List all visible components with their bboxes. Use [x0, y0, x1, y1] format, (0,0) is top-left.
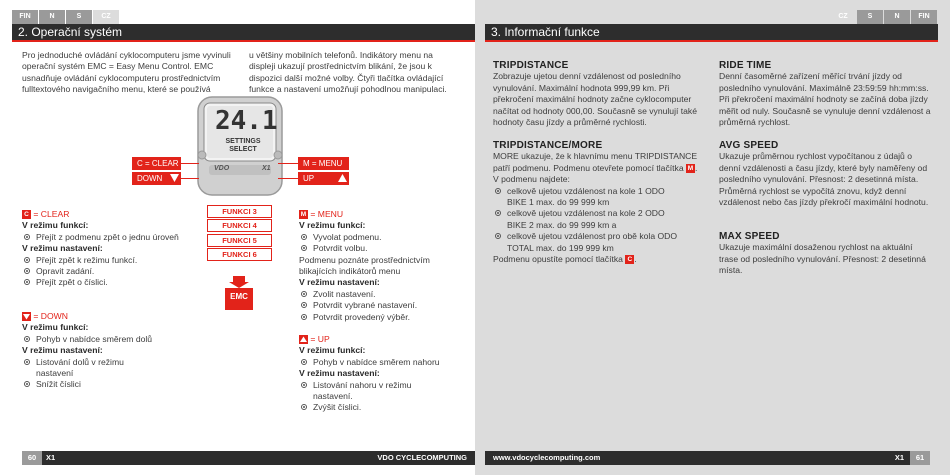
list-item: Zvolit nastavení. [299, 289, 469, 300]
down-section [22, 311, 192, 391]
down-set-heading: V režimu nastavení: [22, 345, 103, 356]
avgspeed-section [719, 140, 931, 208]
clear-func-list [22, 232, 192, 243]
tripdistance-heading: TRIPDISTANCE [493, 60, 569, 71]
menu-func-heading: V režimu funkcí: [299, 220, 366, 231]
arrow-down-icon [170, 174, 179, 183]
down-func-list [22, 334, 192, 345]
avgspeed-heading: AVG SPEED [719, 140, 779, 151]
tripmore-section: TRIPDISTANCE/MORE MORE ukazuje, že k hlavnímu menu TRIPDISTANCE patří podmenu. Podmenu otevřete pomocí tlačítka M . V podmenu najdete: celkově ujetou vzdálenost na kole 1 ODO BIKE 1 max. do 99 999 km celkově ujetou vzdálenost na kole 2 ODO BIKE 2 max. do 99 999 km a celkově ujetou vzdálenost pro obě kola ODO TOTAL max. do 199 999 km Podmenu opustíte pomocí tlačítka C . [493, 140, 705, 265]
ridetime-text: Denní časoměrné zařízení měřící trvání jízdy od posledního vynulování. Maximálně 23:59:59 hh:mm:ss. Při překročení maximální hodnoty se začíná doba jízdy měřit od nuly. Současně se vynuluje denní vzdálenost a průměrná rychlost. [719, 71, 931, 128]
device-brand: VDO [214, 165, 230, 172]
emc-logo-text: EMC [230, 292, 248, 301]
avgspeed-text: Ukazuje průměrnou rychlost vypočítanou z údajů o denní vzdálenosti a času jízdy, které byly naměřeny od posledního vynulování. Přesnost: 2 desetinná místa. Průměrná rychlost se vypočítá znovu, když denní vzdálenost nebo čas jízdy překročí maximální hodnotu. [719, 151, 929, 208]
maxspeed-text: Ukazuje maximální dosaženou rychlost na aktuální trase od posledního vynulování. Přesnost: 2 desetinná místa. [719, 242, 926, 276]
page-number-left: 60 [22, 451, 42, 465]
menu-set-heading: V režimu nastavení: [299, 277, 380, 288]
language-tabs-left [12, 10, 120, 24]
tab-cz[interactable]: CZ [93, 10, 119, 24]
language-tabs-right [830, 10, 938, 24]
list-item: celkově ujetou vzdálenost na kole 1 ODO BIKE 1 max. do 99 999 km [493, 186, 683, 209]
footer-bar-right [485, 451, 910, 465]
down-button-icon [22, 312, 31, 321]
list-item: celkově ujetou vzdálenost pro obě kola ODO TOTAL max. do 199 999 km [493, 231, 683, 254]
up-set-heading: V režimu nastavení: [299, 368, 380, 379]
tab-fin[interactable]: FIN [12, 10, 38, 24]
tab-cz[interactable]: CZ [830, 10, 856, 24]
footer-brand: VDO CYCLECOMPUTING [377, 453, 467, 462]
menu-heading: = MENU [310, 209, 344, 219]
m-button-icon: M [300, 211, 307, 219]
tripmore-text2: V podmenu najdete: [493, 174, 570, 185]
up-func-heading: V režimu funkcí: [299, 345, 366, 356]
funkci-6-box: FUNKCI 6 [207, 248, 272, 261]
list-item: Potvrdit volbu. [299, 243, 469, 254]
clear-func-heading: V režimu funkcí: [22, 220, 89, 231]
m-menu-label: M = MENU [298, 157, 349, 170]
maxspeed-heading: MAX SPEED [719, 231, 780, 242]
c-clear-label: C = CLEAR [132, 157, 181, 170]
tab-n[interactable]: N [39, 10, 65, 24]
list-item: celkově ujetou vzdálenost na kole 2 ODO BIKE 2 max. do 99 999 km a [493, 208, 683, 231]
footer-bar-left [42, 451, 475, 465]
up-heading: = UP [310, 334, 330, 344]
down-label-text: DOWN [137, 174, 163, 183]
funkci-3-box: FUNKCI 3 [207, 205, 272, 218]
tripmore-text1: MORE ukazuje, že k hlavnímu menu TRIPDISTANCE patří podmenu. Podmenu otevřete pomocí tlačítka [493, 151, 698, 173]
down-set-list [22, 357, 142, 391]
intro-text-col2: u většiny mobilních telefonů. Indikátory menu na displeji ukazují prostřednictvím blikání, že jsou k dispozici další možné volby. Čtyři tlačítka ovládající funkce a nastavení umožňují pohodlnou manipulaci. [249, 50, 447, 95]
maxspeed-section [719, 231, 931, 277]
up-set-list [299, 380, 429, 414]
up-label-text: UP [303, 174, 315, 183]
list-item: Vyvolat podmenu. [299, 232, 469, 243]
page-number-right: 61 [910, 451, 930, 465]
section-title-right: 3. Informační funkce [485, 24, 938, 40]
ridetime-heading: RIDE TIME [719, 60, 772, 71]
tab-fin[interactable]: FIN [911, 10, 937, 24]
funkci-4-box: FUNKCI 4 [207, 219, 272, 232]
down-func-heading: V režimu funkcí: [22, 322, 89, 333]
tab-s[interactable]: S [66, 10, 92, 24]
list-item: Přejít zpět o číslici. [22, 277, 192, 288]
menu-note: Podmenu poznáte prostřednictvím blikajících indikátorů menu [299, 254, 430, 277]
list-item: Pohyb v nabídce směrem dolů [22, 334, 192, 345]
tripmore-heading: TRIPDISTANCE/MORE [493, 140, 603, 151]
list-item: Opravit zadání. [22, 266, 192, 277]
list-item: Snížit číslici [22, 379, 142, 390]
leader-line [278, 178, 298, 179]
tripdistance-text: Zobrazuje ujetou denní vzdálenost od posledního vynulování. Maximální hodnota 999,99 km. Při překročení maximální hodnoty začne cyklocomputer načítat od hodnoty 000,00. Současně se vynulují také hodnoty času jízdy a průměrné rychlosti. [493, 71, 698, 128]
list-item: Přejít z podmenu zpět o jednu úroveň [22, 232, 192, 243]
m-button-icon: M [687, 165, 694, 173]
device-display-value: 24.1 [215, 106, 278, 136]
ridetime-section [719, 60, 931, 128]
footer-model-right: X1 [894, 453, 904, 462]
list-item: Pohyb v nabídce směrem nahoru [299, 357, 469, 368]
clear-set-heading: V režimu nastavení: [22, 243, 103, 254]
leader-line [181, 178, 199, 179]
list-item: Potvrdit provedený výběr. [299, 312, 469, 323]
list-item: Zvýšit číslici. [299, 402, 429, 413]
tripdistance-section [493, 60, 705, 128]
leader-line [181, 163, 199, 164]
clear-section [22, 209, 192, 289]
footer-url[interactable]: www.vdocyclecomputing.com [493, 453, 601, 462]
menu-section [299, 209, 469, 323]
down-heading: = DOWN [33, 311, 69, 321]
section-title-left: 2. Operační systém [12, 24, 475, 40]
c-button-icon: C [22, 210, 31, 219]
arrow-up-icon [338, 174, 347, 183]
tripmore-list [493, 186, 683, 254]
menu-set-list [299, 289, 469, 323]
header-divider [12, 40, 475, 42]
tab-n[interactable]: N [884, 10, 910, 24]
list-item: Přejít zpět k režimu funkcí. [22, 255, 192, 266]
clear-heading: = CLEAR [33, 209, 70, 219]
footer-model-left: X1 [46, 453, 56, 462]
device-model: X1 [262, 165, 271, 172]
up-section [299, 334, 469, 414]
header-divider [485, 40, 938, 42]
up-func-list [299, 357, 469, 368]
device-display-text: SETTINGS SELECT [225, 138, 261, 153]
tripmore-text3: Podmenu opustíte pomocí tlačítka [493, 254, 623, 265]
up-button-icon [299, 335, 308, 344]
clear-set-list [22, 255, 192, 289]
funkci-5-box: FUNKCI 5 [207, 234, 272, 247]
intro-text-col1: Pro jednoduché ovládání cyklocomputeru jsme vyvinuli operační systém EMC = Easy Menu Control. EMC usnadňuje ovládání cyklocomputeru prostřednictvím fulltextového navigačního menu, které se používá [22, 50, 231, 95]
leader-line [278, 163, 298, 164]
list-item: Listování dolů v režimu nastavení [22, 357, 142, 380]
c-button-icon: C [625, 255, 634, 264]
menu-func-list [299, 232, 469, 255]
list-item: Listování nahoru v režimu nastavení. [299, 380, 429, 403]
list-item: Potvrdit vybrané nastavení. [299, 300, 469, 311]
tab-s[interactable]: S [857, 10, 883, 24]
